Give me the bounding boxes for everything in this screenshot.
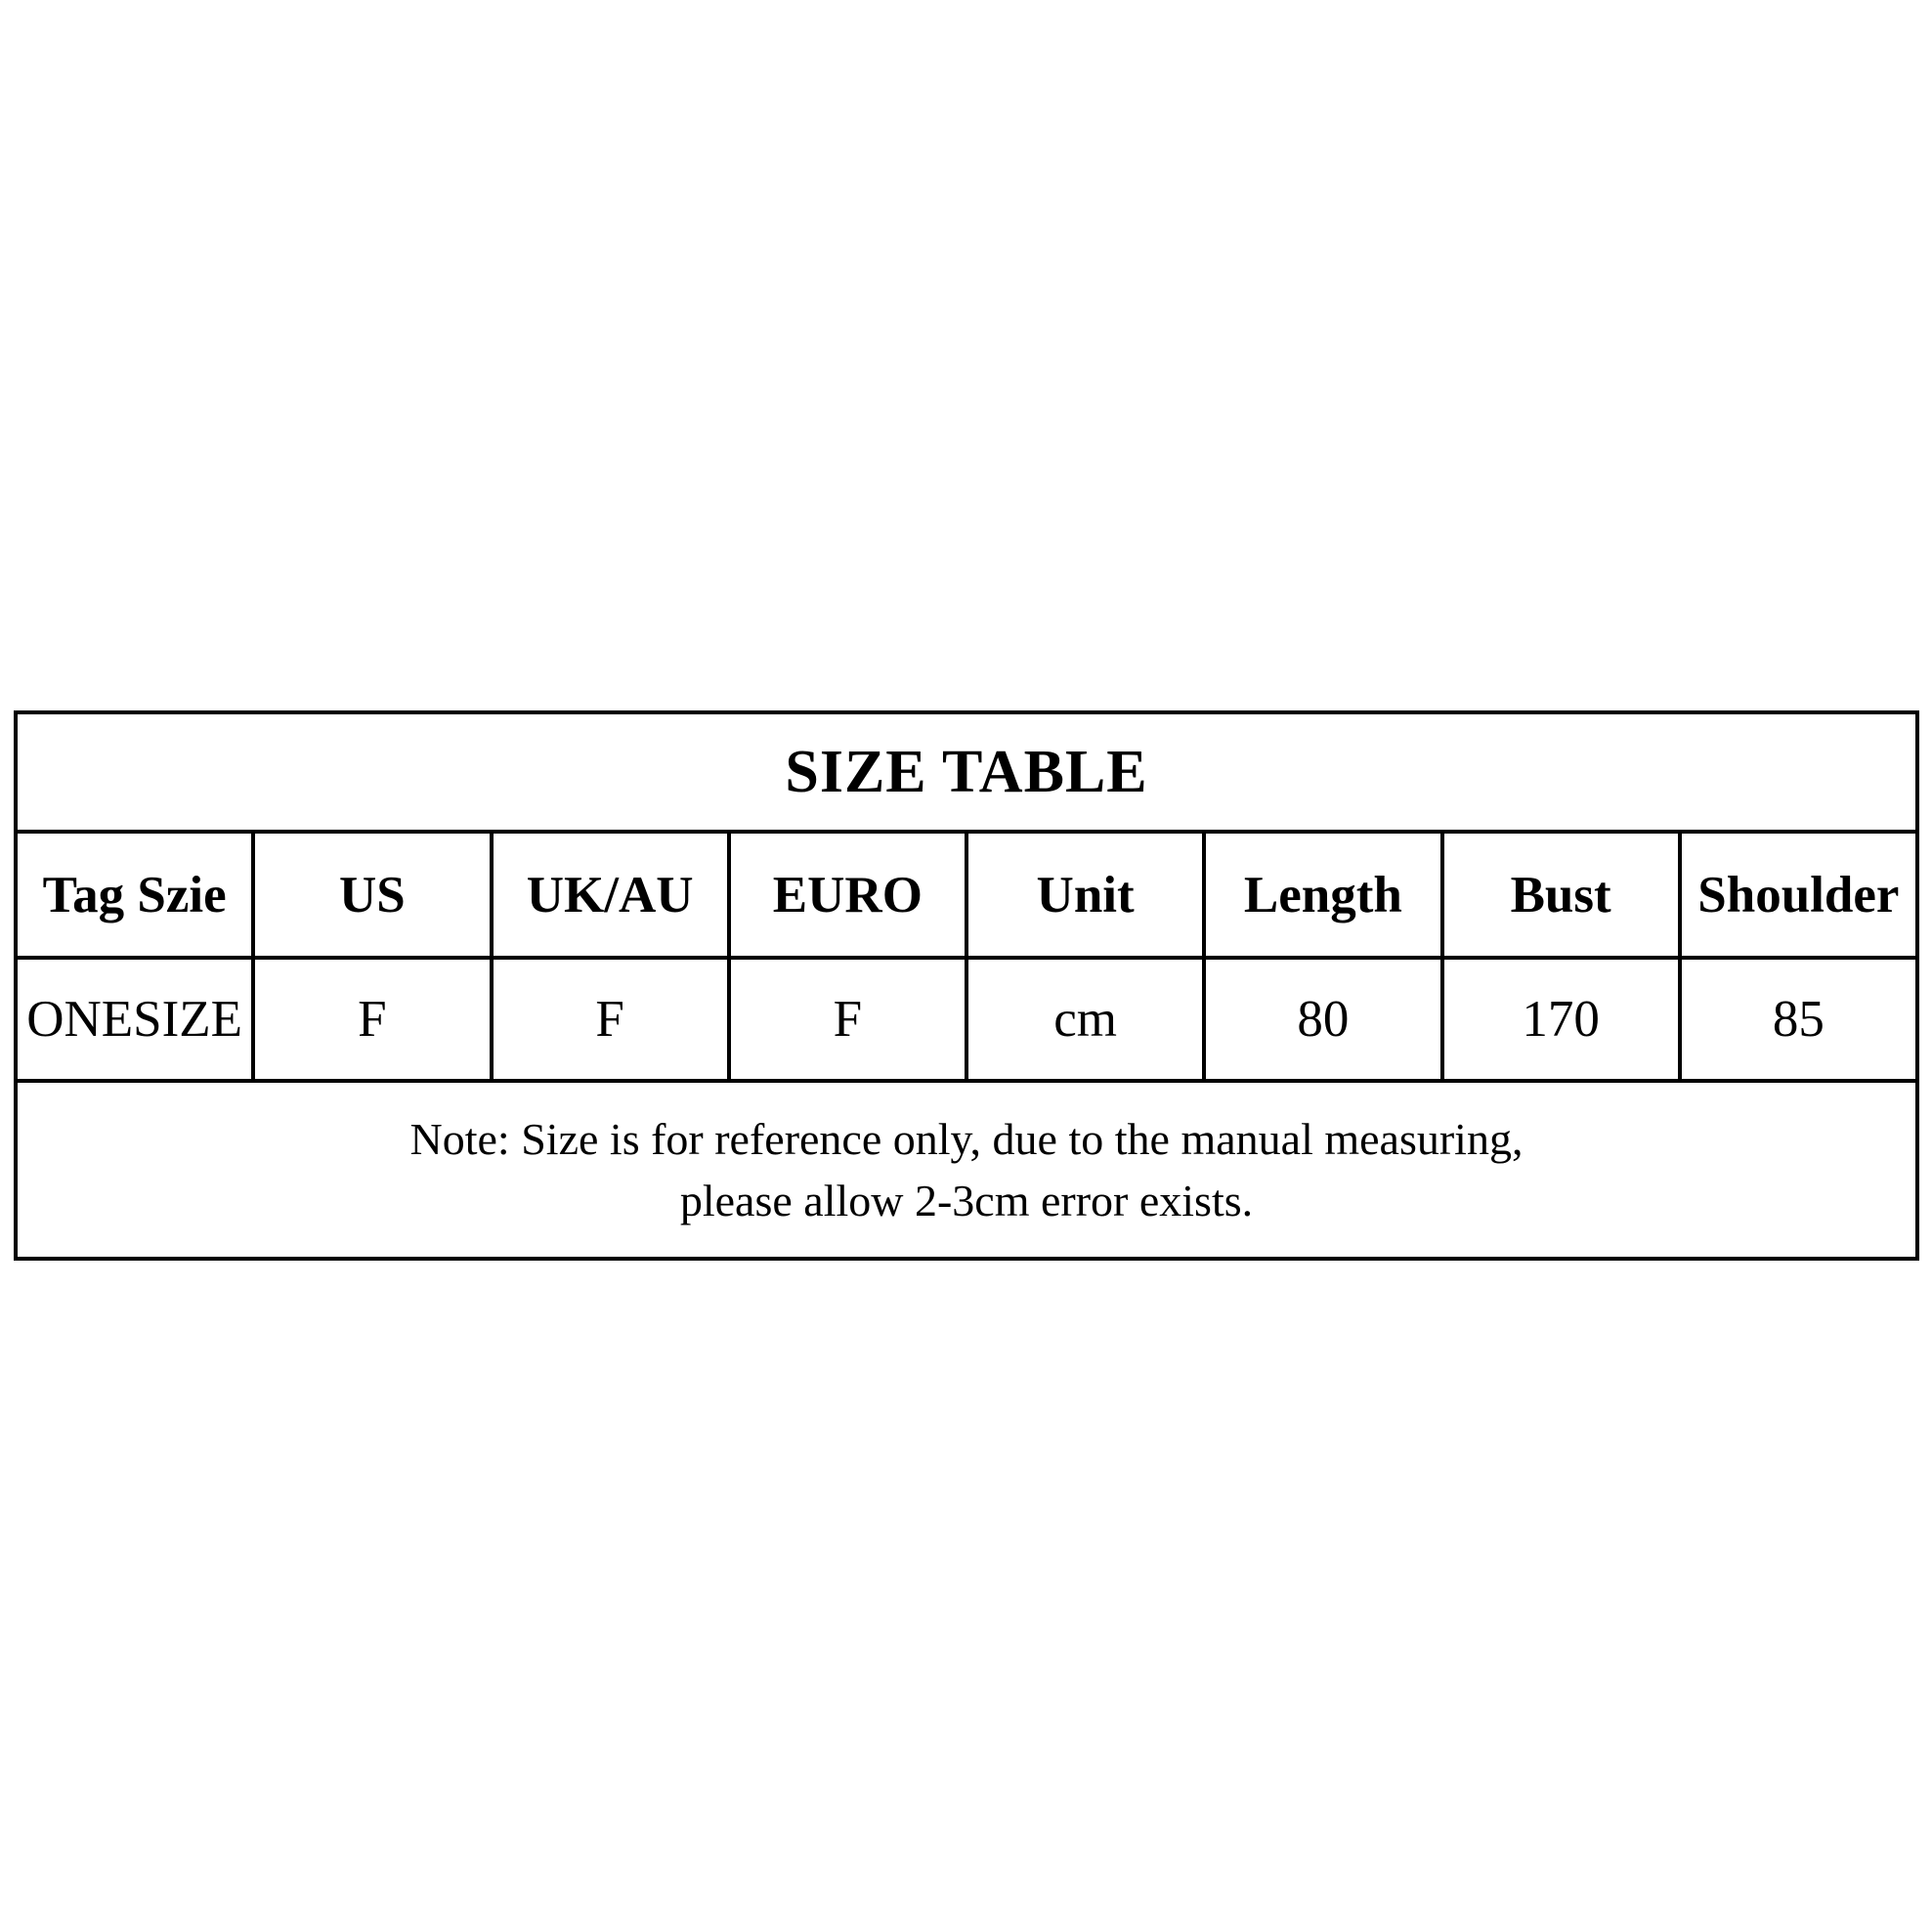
- size-note: [16, 1081, 1917, 1259]
- column-header-length: Length: [1204, 832, 1441, 958]
- column-header-us: US: [253, 832, 491, 958]
- cell-bust: 170: [1442, 958, 1680, 1081]
- cell-unit: cm: [966, 958, 1204, 1081]
- cell-us: F: [253, 958, 491, 1081]
- cell-euro: F: [729, 958, 966, 1081]
- cell-shoulder: 85: [1680, 958, 1917, 1081]
- column-header-shoulder: Shoulder: [1680, 832, 1917, 958]
- column-header-tag-size: Tag Szie: [16, 832, 253, 958]
- table-note-row: [16, 1081, 1917, 1259]
- column-header-euro: EURO: [729, 832, 966, 958]
- column-header-uk-au: UK/AU: [492, 832, 729, 958]
- cell-tag-size: ONESIZE: [16, 958, 253, 1081]
- cell-uk-au: F: [492, 958, 729, 1081]
- table-header-row: [16, 832, 1917, 958]
- table-row: [16, 958, 1917, 1081]
- size-note-line-2: please allow 2-3cm error exists.: [679, 1176, 1254, 1225]
- page-title: SIZE TABLE: [16, 712, 1917, 832]
- size-table: [14, 710, 1919, 1261]
- column-header-unit: Unit: [966, 832, 1204, 958]
- cell-length: 80: [1204, 958, 1441, 1081]
- column-header-bust: Bust: [1442, 832, 1680, 958]
- size-note-line-1: Note: Size is for reference only, due to the manual measuring,: [409, 1113, 1524, 1164]
- size-table-container: [14, 710, 1919, 1261]
- table-title-row: [16, 712, 1917, 832]
